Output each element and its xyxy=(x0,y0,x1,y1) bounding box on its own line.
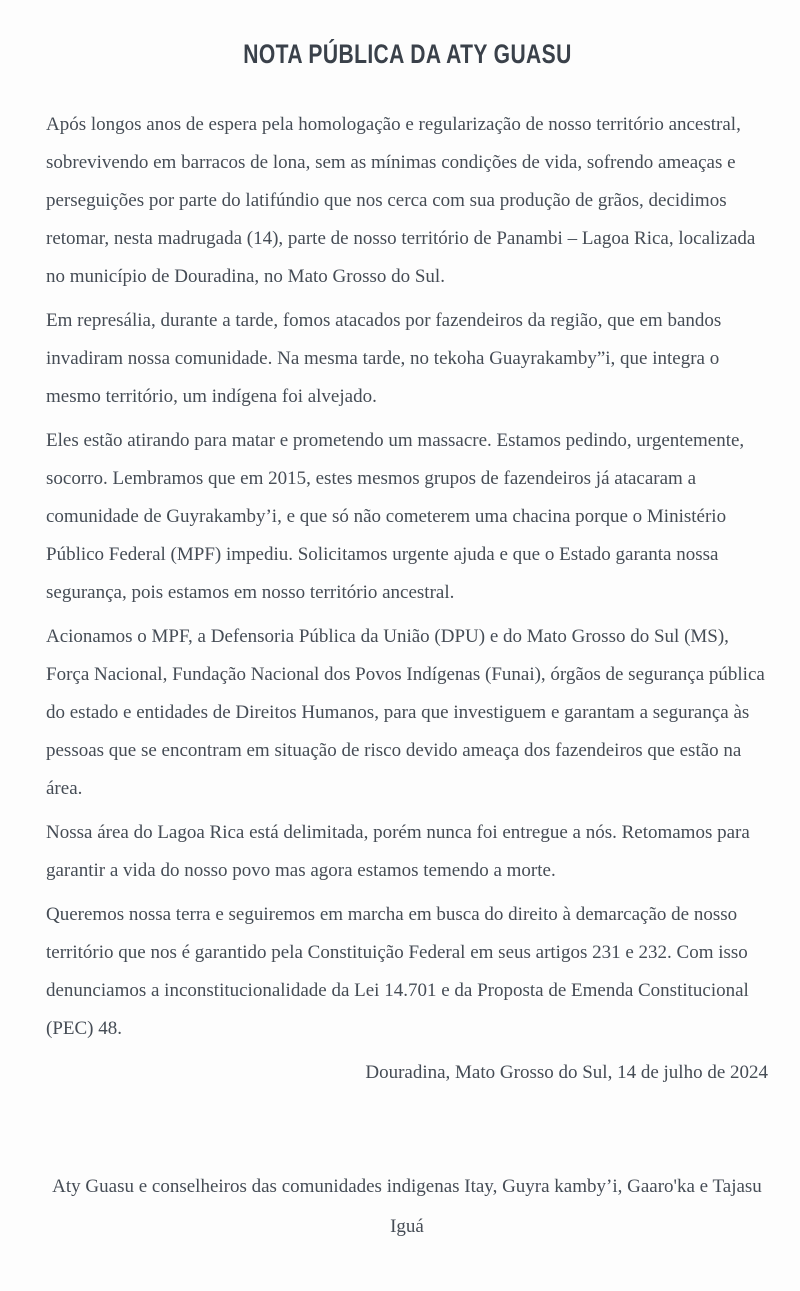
document-body xyxy=(46,106,768,1247)
paragraph-demarcacao: Queremos nossa terra e seguiremos em marcha em busca do direito à demarcação de nosso território que nos é garantido pela Constituição Federal em seus artigos 231 e 232. Com isso denunciamos a inconstitucionalidade da Lei 14.701 e da Proposta de Emenda Constitucional (PEC) 48. xyxy=(46,904,749,1039)
paragraph-retomada: Após longos anos de espera pela homologação e regularização de nosso território ancestral, sobrevivendo em barracos de lona, sem as mínimas condições de vida, sofrendo ameaças e perseguições por parte do latifúndio que nos cerca com sua produção de grãos, decidimos retomar, nesta madrugada (14), parte de nosso território de Panambi – Lagoa Rica, localizada no município de Douradina, no Mato Grosso do Sul. xyxy=(46,114,756,287)
paragraph-represalia: Em represália, durante a tarde, fomos atacados por fazendeiros da região, que em bandos invadiram nossa comunidade. Na mesma tarde, no tekoha Guayrakamby”i, que integra o mesmo território, um indígena foi alvejado. xyxy=(46,310,722,407)
dateline: Douradina, Mato Grosso do Sul, 14 de julho de 2024 xyxy=(365,1062,768,1083)
document-title xyxy=(46,38,768,70)
signature: Aty Guasu e conselheiros das comunidades indigenas Itay, Guyra kamby’i, Gaaro'ka e Tajasu Iguá xyxy=(52,1176,762,1237)
paragraph-pedido-socorro: Eles estão atirando para matar e prometendo um massacre. Estamos pedindo, urgentemente, socorro. Lembramos que em 2015, estes mesmos grupos de fazendeiros já atacaram a comunidade de Guyrakamby’i, e que só não cometerem uma chacina porque o Ministério Público Federal (MPF) impediu. Solicitamos urgente ajuda e que o Estado garanta nossa segurança, pois estamos em nosso território ancestral. xyxy=(46,430,745,603)
paragraph-area-delimitada: Nossa área do Lagoa Rica está delimitada, porém nunca foi entregue a nós. Retomamos para garantir a vida do nosso povo mas agora estamos temendo a morte. xyxy=(46,822,750,881)
document-title-text: NOTA PÚBLICA DA ATY GUASU xyxy=(242,39,572,69)
paragraph-orgaos-acionados: Acionamos o MPF, a Defensoria Pública da União (DPU) e do Mato Grosso do Sul (MS), Força Nacional, Fundação Nacional dos Povos Indígenas (Funai), órgãos de segurança pública do estado e entidades de Direitos Humanos, para que investiguem e garantam a segurança às pessoas que se encontram em situação de risco devido ameaça dos fazendeiros que estão na área. xyxy=(46,626,765,799)
